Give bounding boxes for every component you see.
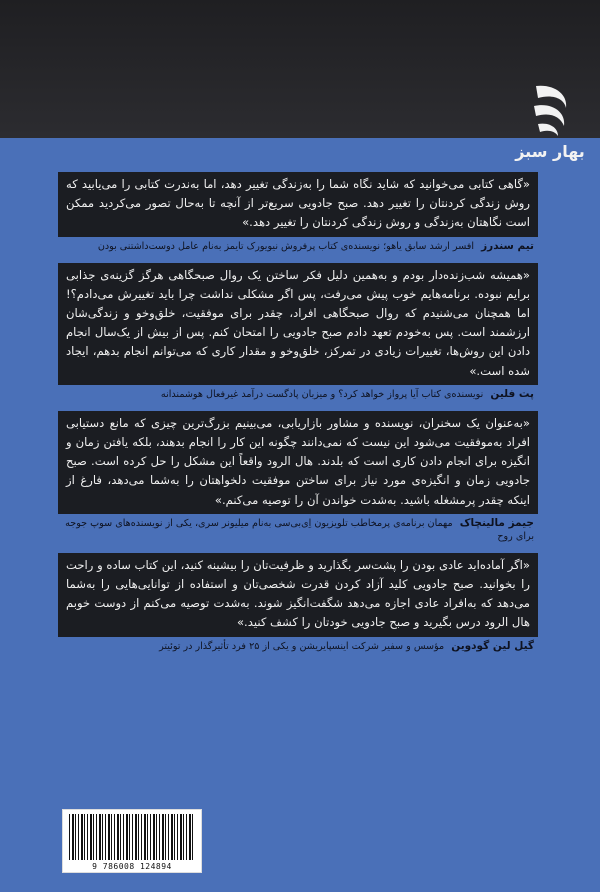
blurbs-container	[58, 172, 538, 663]
barcode-bars	[69, 814, 195, 860]
blurb-quote-2: «همیشه شب‌زنده‌دار بودم و به‌همین دلیل فکر ساختن یک روال صبحگاهی هرگز گزینه‌ی جذابی برایم نبوده. برنامه‌هایم خوب پیش می‌رفت، پس اگر مشکلی نداشت چرا باید تغییرش می‌دادم؟! اما همچنان می‌شنیدم که روال صبحگاهی افراد، چقدر برای موفقیت، خلق‌وخو و زندگی‌شان ارزشمند است. پس به‌خودم تعهد دادم صبح جادویی را امتحان کنم. پس از بیش از یک‌سال انجام دادن این روش‌ها، تغییرات زیادی در تمرکز، خلق‌وخو و مقدار کاری که می‌توانم انجام بدهم، ایجاد شده است.»	[58, 263, 538, 385]
blurb-role-1: افسر ارشد سابق یاهو؛ نویسنده‌ی کتاب پرفروش نیویورک تایمز به‌نام عامل دوست‌داشتنی بودن	[97, 240, 475, 252]
blurb-role-3: مهمان برنامه‌ی پرمخاطب تلویزیون اِی‌بی‌سی به‌نام میلیونر سری، یکی از نویسنده‌های سوپ جوجه برای روح	[65, 517, 534, 542]
top-dark-band	[0, 0, 600, 138]
blurb-author-4: گیل لین گودوین	[451, 639, 534, 652]
blurb-quote-1: «گاهی کتابی می‌خوانید که شاید نگاه شما را به‌زندگی تغییر دهد، اما به‌ندرت کتابی را می‌یابید که روش زندگی کردنتان را تغییر دهد. صبح جادویی سریع‌تر از آنچه تا به‌حال تصور می‌کردید ممکن است نگاهتان به‌زندگی و روش زندگی کردنتان را تغییر دهد.»	[58, 172, 538, 237]
blurb-quote-3: «به‌عنوان یک سخنران، نویسنده و مشاور بازاریابی، می‌بینیم بزرگ‌ترین چیزی که مانع دستیابی افراد به‌موفقیت می‌شود این نیست که نمی‌دانند چگونه این کار را انجام بدهند، بلکه یافتن زمان و انگیزه برای انجام دادن کاری است که بلدند. هال الرود واقعاً این مشکل را حل کرده است. صبح جادویی زمان و انگیزه‌ی مورد نیاز برای ساختن موفقیت دلخواهتان را به‌شما می‌دهد، فارغ از اینکه چقدر پرمشغله باشید. به‌شدت خواندن آن را توصیه می‌کنم.»	[58, 411, 538, 514]
blurb-attribution-1	[58, 237, 538, 259]
blurb-author-1: تیم سندرز	[481, 239, 534, 252]
publisher-logo	[515, 82, 585, 174]
blurb-attribution-4	[58, 637, 538, 659]
blurb-role-4: مؤسس و سفیر شرکت اینسپایریشن و یکی از ۲۵ فرد تأثیرگذار در توئیتر	[159, 640, 445, 652]
blurb-attribution-2	[58, 385, 538, 407]
blurb-author-2: پت فلین	[490, 387, 534, 400]
publisher-name: بهار سبز	[515, 142, 585, 161]
isbn-barcode	[62, 809, 202, 873]
blurb-quote-4: «اگر آماده‌اید عادی بودن را پشت‌سر بگذارید و ظرفیت‌تان را بیشینه کنید، این کتاب ساده و راحت را بخوانید. صبح جادویی کلید آزاد کردن قدرت شخصی‌تان و استفاده از توانایی‌هایی را به‌شما می‌دهد که به‌افراد عادی اجازه می‌دهد شگفت‌انگیز شوند. به‌شدت توصیه می‌کنم از دوست خوبم هال الرود درس بگیرید و صبح جادویی خودتان را کشف کنید.»	[58, 553, 538, 637]
barcode-number: 9 786008 124894	[92, 862, 172, 871]
blurb-role-2: نویسنده‌ی کتاب آیا پرواز خواهد کرد؟ و میزبان پادگست درآمد غیرفعال هوشمندانه	[160, 388, 484, 400]
blurb-author-3: جیمز مالینچاک	[459, 516, 534, 529]
publisher-mark-icon	[528, 82, 572, 140]
blurb-attribution-3	[58, 514, 538, 549]
